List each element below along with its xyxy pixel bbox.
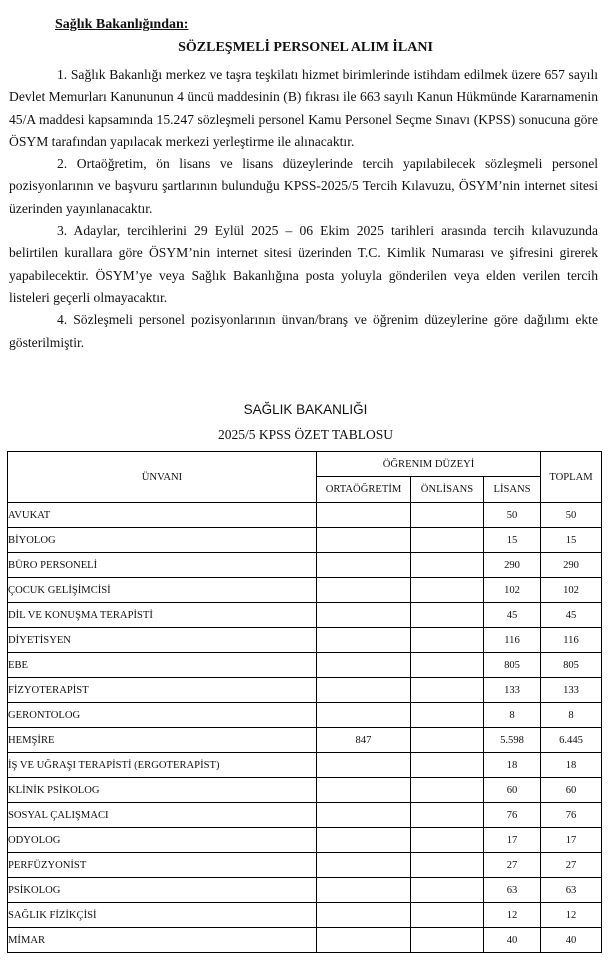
table-header-row	[8, 452, 602, 477]
total-count-cell: 27	[541, 853, 602, 878]
secondary-count-cell	[317, 878, 411, 903]
position-name-cell: BÜRO PERSONELİ	[8, 553, 317, 578]
table-body	[8, 503, 602, 953]
column-header-title: ÜNVANI	[8, 452, 317, 503]
bachelor-count-cell: 805	[484, 653, 541, 678]
table-heading-summary: 2025/5 KPSS ÖZET TABLOSU	[217, 427, 394, 442]
associate-count-cell	[411, 753, 484, 778]
bachelor-count-cell: 63	[484, 878, 541, 903]
associate-count-cell	[411, 578, 484, 603]
total-count-cell: 15	[541, 528, 602, 553]
secondary-count-cell	[317, 578, 411, 603]
associate-count-cell	[411, 728, 484, 753]
secondary-count-cell	[317, 528, 411, 553]
bachelor-count-cell: 133	[484, 678, 541, 703]
secondary-count-cell	[317, 553, 411, 578]
total-count-cell: 290	[541, 553, 602, 578]
table-row	[8, 703, 602, 728]
secondary-count-cell	[317, 603, 411, 628]
paragraph-4: 4. Sözleşmeli personel pozisyonlarının ünvan/branş ve öğrenim düzeylerine göre dağılımı ekte gösterilmiştir.	[9, 312, 598, 350]
total-count-cell: 18	[541, 753, 602, 778]
associate-count-cell	[411, 653, 484, 678]
bachelor-count-cell: 50	[484, 503, 541, 528]
secondary-count-cell	[317, 703, 411, 728]
table-row	[8, 803, 602, 828]
associate-count-cell	[411, 928, 484, 953]
bachelor-count-cell: 12	[484, 903, 541, 928]
position-name-cell: GERONTOLOG	[8, 703, 317, 728]
total-count-cell: 133	[541, 678, 602, 703]
announcement-title: SÖZLEŞMELİ PERSONEL ALIM İLANI	[178, 40, 433, 55]
table-row	[8, 753, 602, 778]
position-name-cell: FİZYOTERAPİST	[8, 678, 317, 703]
table-row	[8, 878, 602, 903]
position-name-cell: KLİNİK PSİKOLOG	[8, 778, 317, 803]
associate-count-cell	[411, 803, 484, 828]
kpss-summary-table	[7, 451, 602, 953]
secondary-count-cell	[317, 628, 411, 653]
column-header-bachelor: LİSANS	[484, 477, 541, 503]
position-name-cell: SOSYAL ÇALIŞMACI	[8, 803, 317, 828]
column-header-total: TOPLAM	[541, 452, 602, 503]
secondary-count-cell	[317, 678, 411, 703]
bachelor-count-cell: 5.598	[484, 728, 541, 753]
total-count-cell: 6.445	[541, 728, 602, 753]
position-name-cell: ÇOCUK GELİŞİMCİSİ	[8, 578, 317, 603]
position-name-cell: MİMAR	[8, 928, 317, 953]
total-count-cell: 60	[541, 778, 602, 803]
associate-count-cell	[411, 853, 484, 878]
associate-count-cell	[411, 628, 484, 653]
secondary-count-cell	[317, 778, 411, 803]
bachelor-count-cell: 290	[484, 553, 541, 578]
total-count-cell: 116	[541, 628, 602, 653]
associate-count-cell	[411, 553, 484, 578]
table-row	[8, 828, 602, 853]
bachelor-count-cell: 45	[484, 603, 541, 628]
table-heading-ministry: SAĞLIK BAKANLIĞI	[243, 402, 368, 417]
secondary-count-cell	[317, 828, 411, 853]
total-count-cell: 50	[541, 503, 602, 528]
bachelor-count-cell: 40	[484, 928, 541, 953]
position-name-cell: ODYOLOG	[8, 828, 317, 853]
bachelor-count-cell: 60	[484, 778, 541, 803]
total-count-cell: 8	[541, 703, 602, 728]
position-name-cell: PSİKOLOG	[8, 878, 317, 903]
bachelor-count-cell: 18	[484, 753, 541, 778]
paragraph-2: 2. Ortaöğretim, ön lisans ve lisans düzeylerinde tercih yapılabilecek sözleşmeli personel pozisyonlarının ve başvuru şartlarının bulunduğu KPSS-2025/5 Tercih Kılavuzu, ÖSYM’nin internet sitesi üzerinden yayınlanacaktır.	[9, 156, 598, 216]
total-count-cell: 76	[541, 803, 602, 828]
position-name-cell: DİYETİSYEN	[8, 628, 317, 653]
table-row	[8, 903, 602, 928]
secondary-count-cell	[317, 928, 411, 953]
associate-count-cell	[411, 678, 484, 703]
total-count-cell: 17	[541, 828, 602, 853]
table-row	[8, 778, 602, 803]
secondary-count-cell	[317, 653, 411, 678]
column-header-education-level: ÖĞRENIM DÜZEYİ	[317, 452, 541, 477]
secondary-count-cell	[317, 503, 411, 528]
associate-count-cell	[411, 903, 484, 928]
secondary-count-cell	[317, 753, 411, 778]
secondary-count-cell	[317, 903, 411, 928]
secondary-count-cell	[317, 853, 411, 878]
position-name-cell: DİL VE KONUŞMA TERAPİSTİ	[8, 603, 317, 628]
position-name-cell: İŞ VE UĞRAŞI TERAPİSTİ (ERGOTERAPİST)	[8, 753, 317, 778]
total-count-cell: 45	[541, 603, 602, 628]
position-name-cell: SAĞLIK FİZİKÇİSİ	[8, 903, 317, 928]
bachelor-count-cell: 8	[484, 703, 541, 728]
bachelor-count-cell: 17	[484, 828, 541, 853]
table-row	[8, 553, 602, 578]
position-name-cell: EBE	[8, 653, 317, 678]
position-name-cell: BİYOLOG	[8, 528, 317, 553]
bachelor-count-cell: 102	[484, 578, 541, 603]
table-row	[8, 678, 602, 703]
paragraph-3: 3. Adaylar, tercihlerini 29 Eylül 2025 – 06 Ekim 2025 tarihleri arasında tercih kılavuzunda belirtilen kurallara göre ÖSYM’nin internet sitesi üzerinden T.C. Kimlik Numarası ve şifresini girerek yapabilecektir. ÖSYM’ye veya Sağlık Bakanlığına posta yoluyla gönderilen veya elden verilen tercih listeleri geçerli olmayacaktır.	[9, 223, 598, 305]
associate-count-cell	[411, 603, 484, 628]
bachelor-count-cell: 15	[484, 528, 541, 553]
table-row	[8, 653, 602, 678]
table-row	[8, 503, 602, 528]
associate-count-cell	[411, 528, 484, 553]
secondary-count-cell: 847	[317, 728, 411, 753]
column-header-secondary: ORTAÖĞRETİM	[317, 477, 411, 503]
position-name-cell: AVUKAT	[8, 503, 317, 528]
table-row	[8, 578, 602, 603]
table-row	[8, 528, 602, 553]
table-row	[8, 853, 602, 878]
position-name-cell: PERFÜZYONİST	[8, 853, 317, 878]
bachelor-count-cell: 116	[484, 628, 541, 653]
total-count-cell: 40	[541, 928, 602, 953]
total-count-cell: 63	[541, 878, 602, 903]
total-count-cell: 102	[541, 578, 602, 603]
associate-count-cell	[411, 828, 484, 853]
table-row	[8, 628, 602, 653]
column-header-associate: ÖNLİSANS	[411, 477, 484, 503]
total-count-cell: 805	[541, 653, 602, 678]
secondary-count-cell	[317, 803, 411, 828]
total-count-cell: 12	[541, 903, 602, 928]
position-name-cell: HEMŞİRE	[8, 728, 317, 753]
associate-count-cell	[411, 778, 484, 803]
table-row	[8, 928, 602, 953]
bachelor-count-cell: 27	[484, 853, 541, 878]
paragraph-1: 1. Sağlık Bakanlığı merkez ve taşra teşkilatı hizmet birimlerinde istihdam edilmek üzere 657 sayılı Devlet Memurları Kanununun 4 üncü maddesinin (B) fıkrası ile 663 sayılı Kanun Hükmünde Kararnamenin 45/A maddesi kapsamında 15.247 sözleşmeli personel Kamu Personel Seçme Sınavı (KPSS) sonucuna göre ÖSYM tarafından yapılacak merkezi yerleştirme ile alınacaktır.	[9, 67, 598, 149]
table-row	[8, 603, 602, 628]
issuer-heading: Sağlık Bakanlığından:	[55, 17, 189, 32]
bachelor-count-cell: 76	[484, 803, 541, 828]
associate-count-cell	[411, 703, 484, 728]
announcement-body	[9, 64, 598, 354]
associate-count-cell	[411, 503, 484, 528]
associate-count-cell	[411, 878, 484, 903]
table-row	[8, 728, 602, 753]
